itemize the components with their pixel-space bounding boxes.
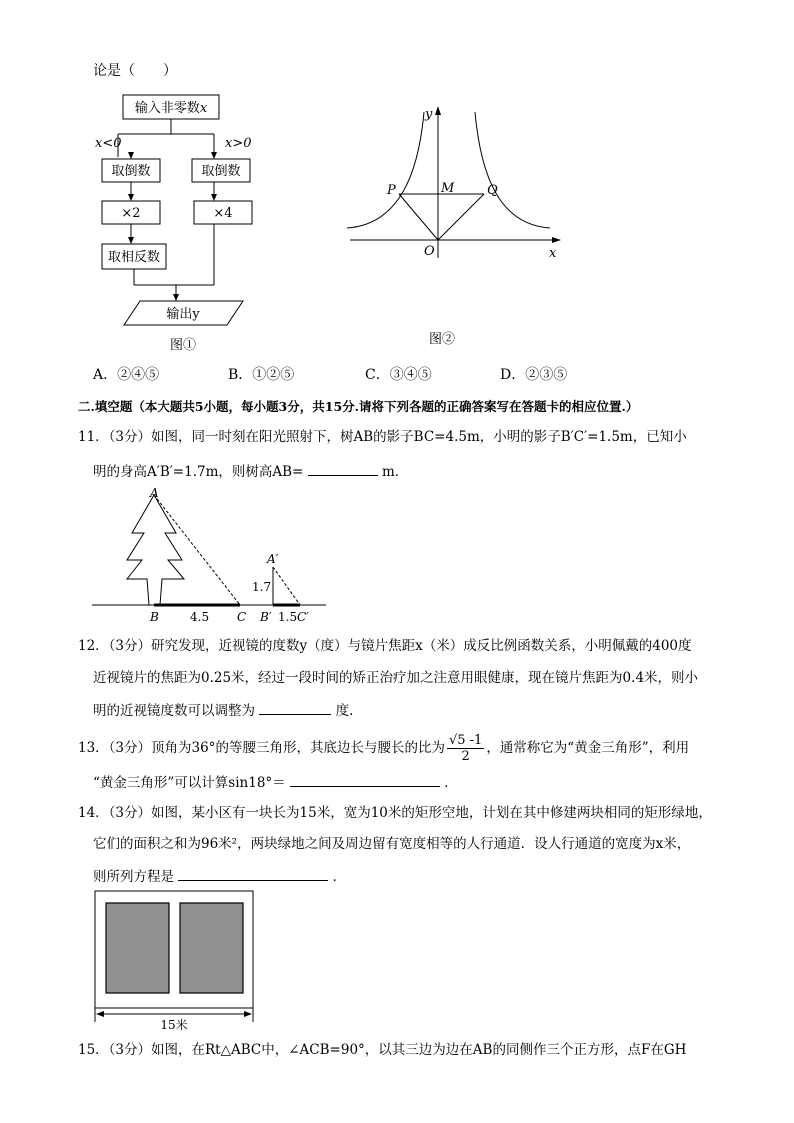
right-condition: x>0 <box>225 136 252 151</box>
tree-sun-ray <box>154 495 240 605</box>
tree-shadow-figure <box>92 485 332 630</box>
tree-base-label: B <box>150 610 159 624</box>
green-area-right <box>180 903 243 993</box>
choice-a[interactable]: A．②④⑤ <box>93 367 160 383</box>
choice-c[interactable]: C．③④⑤ <box>365 367 432 383</box>
plot-figure <box>94 890 259 1035</box>
origin-label: O <box>424 244 435 259</box>
left-mult-label: ×2 <box>121 206 141 221</box>
right-mult-label: ×4 <box>213 206 233 221</box>
figure2-caption: 图② <box>428 332 456 347</box>
choice-d[interactable]: D．②③⑤ <box>500 367 568 383</box>
q14-line3: 则所列方程是 ． <box>93 866 346 886</box>
right-recip-label: 取倒数 <box>201 164 241 179</box>
q11-answer-blank[interactable] <box>308 461 378 476</box>
left-condition: x<0 <box>95 136 122 151</box>
person-shadow-end-label: C′ <box>297 610 309 624</box>
green-area-left <box>106 903 169 993</box>
tree-shadow-end-label: C <box>237 610 247 624</box>
q13-line2: “黄金三角形”可以计算sin18°＝ ． <box>93 772 458 792</box>
output-label: 输出y <box>166 307 200 322</box>
point-m-label: M <box>441 181 455 196</box>
q14-line1: 14．（3分）如图，某小区有一块长为15米，宽为10米的矩形空地，计划在其中修建两块相同的矩形绿地， <box>78 805 712 821</box>
q13-line1: 13．（3分）顶角为36°的等腰三角形，其底边长与腰长的比为 $\frac{√5 -1}{2}$ ，通常称它为“黄金三角形”，利用 <box>78 733 690 764</box>
left-neg-label: 取相反数 <box>107 250 161 265</box>
person-base-label: B′ <box>260 610 272 624</box>
q12-line3: 明的近视镜度数可以调整为 度. <box>93 700 353 720</box>
tree-top-label: A <box>150 486 159 500</box>
section-header: 二.填空题（本大题共5小题，每小题3分，共15分.请将下列各题的正确答案写在答题卡的相应位置.） <box>78 399 639 414</box>
flowchart-figure <box>90 90 280 360</box>
choice-b[interactable]: B．①②⑤ <box>228 367 295 383</box>
q14-line2: 它们的面积之和为96米²，两块绿地之间及周边留有宽度相等的人行通道．设人行通道的宽度为x米， <box>93 836 691 852</box>
left-recip-label: 取倒数 <box>111 164 151 179</box>
q11-line2: 明的身高A′B′=1.7m，则树高AB= m． <box>93 461 408 481</box>
q14-answer-blank[interactable] <box>178 866 328 881</box>
point-q-label: Q <box>487 183 498 198</box>
figure1-caption: 图① <box>169 338 197 353</box>
q11-line1: 11．（3分）如图，同一时刻在阳光照射下，树AB的影子BC=4.5m，小明的影子B′C′=1.5m，已知小 <box>78 429 687 445</box>
graph-figure <box>345 100 575 350</box>
point-p-label: P <box>387 183 396 198</box>
plot-length-label: 15米 <box>160 1018 188 1032</box>
question-continuation: 论是（ ） <box>93 63 177 79</box>
y-axis-label: y <box>425 107 433 122</box>
q12-line1: 12．（3分）研究发现，近视镜的度数y（度）与镜片焦距x（米）成反比例函数关系，小明佩戴的400度 <box>78 638 692 654</box>
q12-answer-blank[interactable] <box>259 700 331 715</box>
person-sun-ray <box>273 567 300 605</box>
person-shadow-length: 1.5 <box>278 610 298 624</box>
q13-answer-blank[interactable] <box>290 772 440 787</box>
person-top-label: A′ <box>267 552 279 566</box>
q15-line1: 15．（3分）如图，在Rt△ABC中，∠ACB=90°，以其三边为边在AB的同侧作三个正方形，点F在GH <box>78 1042 687 1058</box>
input-label: 输入非零数x <box>134 101 208 116</box>
golden-ratio-fraction: $\frac{√5 -1}{2}$ <box>448 733 483 764</box>
q12-line2: 近视镜片的焦距为0.25米，经过一段时间的矫正治疗加之注意用眼健康，现在镜片焦距为0.4米，则小 <box>93 670 699 686</box>
right-curve <box>475 112 550 228</box>
tree-shadow-length: 4.5 <box>190 610 210 624</box>
tree-outline <box>127 495 184 605</box>
x-axis-label: x <box>549 246 557 261</box>
person-height-value: 1.7 <box>252 580 272 594</box>
